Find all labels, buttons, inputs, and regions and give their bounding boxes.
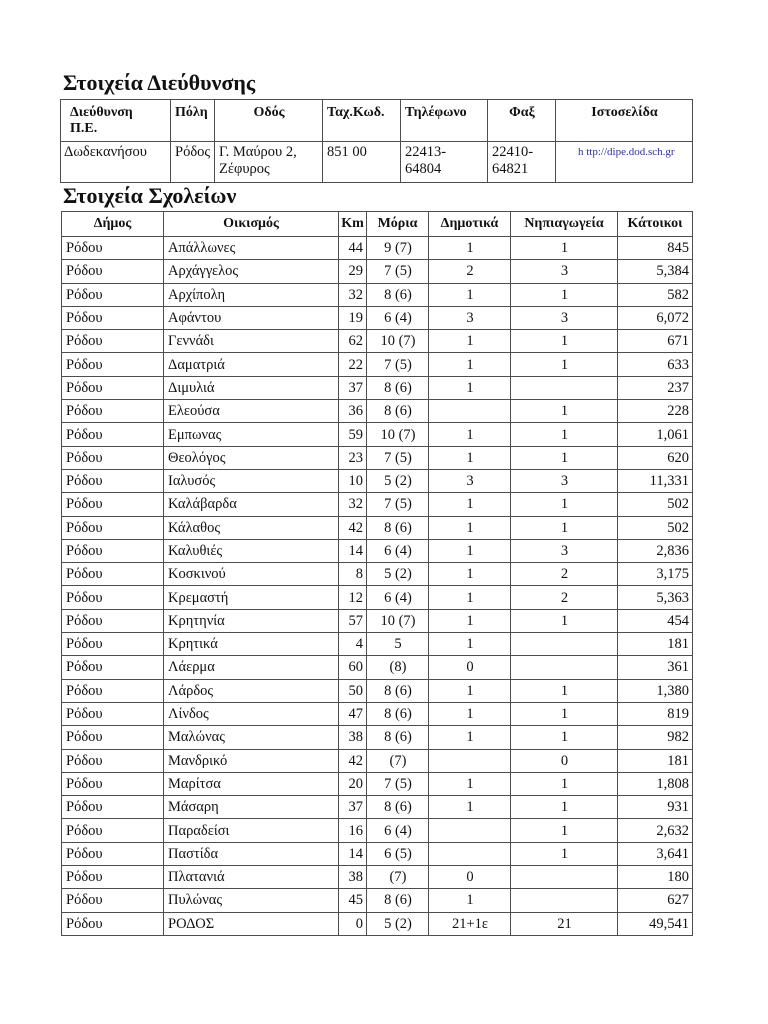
residents-cell: 982 (618, 726, 693, 749)
residents-cell: 582 (618, 283, 693, 306)
settlement-cell: Καλάβαρδα (164, 493, 339, 516)
points-cell: 8 (6) (367, 702, 429, 725)
kindergartens-cell: 1 (511, 353, 618, 376)
city-cell: Ρόδος (171, 142, 215, 183)
points-cell: (8) (367, 656, 429, 679)
primary-schools-cell: 1 (429, 283, 511, 306)
primary-schools-cell: 1 (429, 726, 511, 749)
points-cell: 8 (6) (367, 796, 429, 819)
table-row (62, 772, 693, 795)
primary-schools-cell: 1 (429, 330, 511, 353)
points-cell: 8 (6) (367, 516, 429, 539)
kindergartens-cell: 0 (511, 749, 618, 772)
municipality-cell: Ρόδου (62, 260, 164, 283)
km-cell: 20 (339, 772, 367, 795)
settlement-cell: Μαρίτσα (164, 772, 339, 795)
table-row (62, 726, 693, 749)
km-cell: 4 (339, 633, 367, 656)
settlement-cell: Κοσκινού (164, 563, 339, 586)
settlement-cell: ΡΟΔΟΣ (164, 912, 339, 935)
kindergartens-cell: 3 (511, 539, 618, 562)
municipality-cell: Ρόδου (62, 633, 164, 656)
points-cell: 5 (2) (367, 469, 429, 492)
table-row (62, 423, 693, 446)
municipality-cell: Ρόδου (62, 563, 164, 586)
primary-schools-cell: 1 (429, 772, 511, 795)
table-row (62, 586, 693, 609)
kindergartens-cell (511, 633, 618, 656)
points-cell: 10 (7) (367, 423, 429, 446)
residents-cell: 1,061 (618, 423, 693, 446)
residents-cell: 228 (618, 400, 693, 423)
residents-cell: 361 (618, 656, 693, 679)
settlement-cell: Λάερμα (164, 656, 339, 679)
settlement-cell: Γεννάδι (164, 330, 339, 353)
municipality-cell: Ρόδου (62, 353, 164, 376)
primary-schools-cell: 1 (429, 679, 511, 702)
km-cell: 32 (339, 283, 367, 306)
residents-cell: 237 (618, 376, 693, 399)
table-row (62, 842, 693, 865)
kindergartens-cell: 2 (511, 563, 618, 586)
municipality-cell: Ρόδου (62, 726, 164, 749)
schools-table (61, 211, 693, 936)
table-row (62, 330, 693, 353)
schools-section-title: Στοιχεία Σχολείων (63, 183, 237, 208)
primary-schools-cell: 1 (429, 586, 511, 609)
primary-schools-cell: 21+1ε (429, 912, 511, 935)
phone-cell (401, 142, 488, 183)
km-cell: 50 (339, 679, 367, 702)
points-cell: 10 (7) (367, 330, 429, 353)
table-row (62, 493, 693, 516)
points-cell: 6 (4) (367, 539, 429, 562)
kindergartens-cell: 21 (511, 912, 618, 935)
kindergartens-cell (511, 889, 618, 912)
table-row (62, 633, 693, 656)
schools-table-body (62, 237, 693, 936)
website-link[interactable]: h ttp://dipe.dod.sch.gr (578, 146, 675, 158)
settlement-cell: Μάσαρη (164, 796, 339, 819)
column-header-directorate: Διεύθυνση Π.Ε. (61, 100, 171, 142)
residents-cell: 3,641 (618, 842, 693, 865)
address-table (60, 99, 693, 183)
table-row (62, 539, 693, 562)
km-cell: 10 (339, 469, 367, 492)
km-cell: 0 (339, 912, 367, 935)
municipality-cell: Ρόδου (62, 889, 164, 912)
points-cell: 7 (5) (367, 260, 429, 283)
points-cell: 6 (5) (367, 842, 429, 865)
table-row (62, 306, 693, 329)
primary-schools-cell: 1 (429, 796, 511, 819)
table-row (62, 376, 693, 399)
phone-number: 22413-64804 (405, 144, 447, 177)
points-cell: 6 (4) (367, 306, 429, 329)
column-header-primary-schools: Δημοτικά (429, 212, 511, 237)
primary-schools-cell: 1 (429, 493, 511, 516)
settlement-cell: Πυλώνας (164, 889, 339, 912)
municipality-cell: Ρόδου (62, 702, 164, 725)
km-cell: 57 (339, 609, 367, 632)
column-header-postal-code: Ταχ.Κωδ. (323, 100, 401, 142)
municipality-cell: Ρόδου (62, 283, 164, 306)
municipality-cell: Ρόδου (62, 446, 164, 469)
kindergartens-cell: 1 (511, 493, 618, 516)
residents-cell: 454 (618, 609, 693, 632)
primary-schools-cell: 1 (429, 889, 511, 912)
residents-cell: 1,380 (618, 679, 693, 702)
primary-schools-cell: 1 (429, 353, 511, 376)
km-cell: 38 (339, 726, 367, 749)
fax-number: 22410-64821 (492, 144, 534, 177)
points-cell: 5 (367, 633, 429, 656)
km-cell: 14 (339, 539, 367, 562)
km-cell: 45 (339, 889, 367, 912)
kindergartens-cell (511, 376, 618, 399)
residents-cell: 845 (618, 237, 693, 260)
points-cell: 8 (6) (367, 283, 429, 306)
km-cell: 62 (339, 330, 367, 353)
municipality-cell: Ρόδου (62, 749, 164, 772)
municipality-cell: Ρόδου (62, 400, 164, 423)
residents-cell: 627 (618, 889, 693, 912)
points-cell: 7 (5) (367, 353, 429, 376)
km-cell: 19 (339, 306, 367, 329)
km-cell: 47 (339, 702, 367, 725)
residents-cell: 49,541 (618, 912, 693, 935)
column-header-website: Ιστοσελίδα (556, 100, 693, 142)
points-cell: 8 (6) (367, 400, 429, 423)
primary-schools-cell: 1 (429, 446, 511, 469)
residents-cell: 1,808 (618, 772, 693, 795)
points-cell: 7 (5) (367, 772, 429, 795)
residents-cell: 819 (618, 702, 693, 725)
table-row (62, 819, 693, 842)
points-cell: 10 (7) (367, 609, 429, 632)
residents-cell: 620 (618, 446, 693, 469)
kindergartens-cell: 1 (511, 400, 618, 423)
settlement-cell: Κρεμαστή (164, 586, 339, 609)
primary-schools-cell (429, 819, 511, 842)
points-cell: 6 (4) (367, 819, 429, 842)
kindergartens-cell: 1 (511, 446, 618, 469)
kindergartens-cell: 1 (511, 796, 618, 819)
settlement-cell: Κρητηνία (164, 609, 339, 632)
primary-schools-cell: 1 (429, 376, 511, 399)
primary-schools-cell (429, 749, 511, 772)
kindergartens-cell: 3 (511, 469, 618, 492)
residents-cell: 180 (618, 866, 693, 889)
fax-cell (488, 142, 556, 183)
settlement-cell: Λίνδος (164, 702, 339, 725)
km-cell: 37 (339, 796, 367, 819)
table-row (62, 749, 693, 772)
primary-schools-cell: 1 (429, 516, 511, 539)
km-cell: 42 (339, 749, 367, 772)
residents-cell: 5,384 (618, 260, 693, 283)
points-cell: 9 (7) (367, 237, 429, 260)
directorate-cell: Δωδεκανήσου (61, 142, 171, 183)
municipality-cell: Ρόδου (62, 912, 164, 935)
table-row (62, 609, 693, 632)
column-header-residents: Κάτοικοι (618, 212, 693, 237)
table-row (62, 237, 693, 260)
settlement-cell: Αφάντου (164, 306, 339, 329)
header-row (61, 100, 693, 142)
street-cell: Γ. Μαύρου 2, Ζέφυρος (215, 142, 323, 183)
points-cell: 5 (2) (367, 563, 429, 586)
kindergartens-cell: 1 (511, 609, 618, 632)
column-header-kindergartens: Νηπιαγωγεία (511, 212, 618, 237)
kindergartens-cell: 2 (511, 586, 618, 609)
primary-schools-cell: 1 (429, 237, 511, 260)
residents-cell: 11,331 (618, 469, 693, 492)
points-cell: 7 (5) (367, 446, 429, 469)
settlement-cell: Μαλώνας (164, 726, 339, 749)
municipality-cell: Ρόδου (62, 866, 164, 889)
km-cell: 42 (339, 516, 367, 539)
primary-schools-cell: 3 (429, 469, 511, 492)
residents-cell: 671 (618, 330, 693, 353)
kindergartens-cell: 3 (511, 260, 618, 283)
points-cell: 8 (6) (367, 376, 429, 399)
table-row (62, 679, 693, 702)
settlement-cell: Απάλλωνες (164, 237, 339, 260)
primary-schools-cell: 1 (429, 539, 511, 562)
points-cell: 8 (6) (367, 726, 429, 749)
settlement-cell: Πλατανιά (164, 866, 339, 889)
residents-cell: 2,632 (618, 819, 693, 842)
settlement-cell: Λάρδος (164, 679, 339, 702)
settlement-cell: Παραδείσι (164, 819, 339, 842)
points-cell: 6 (4) (367, 586, 429, 609)
kindergartens-cell: 1 (511, 679, 618, 702)
primary-schools-cell: 1 (429, 702, 511, 725)
primary-schools-cell: 1 (429, 423, 511, 446)
settlement-cell: Ελεούσα (164, 400, 339, 423)
residents-cell: 3,175 (618, 563, 693, 586)
primary-schools-cell (429, 400, 511, 423)
kindergartens-cell: 1 (511, 283, 618, 306)
column-header-municipality: Δήμος (62, 212, 164, 237)
kindergartens-cell (511, 656, 618, 679)
municipality-cell: Ρόδου (62, 819, 164, 842)
residents-cell: 633 (618, 353, 693, 376)
kindergartens-cell: 1 (511, 702, 618, 725)
settlement-cell: Ιαλυσός (164, 469, 339, 492)
table-row (62, 353, 693, 376)
website-cell (556, 142, 693, 183)
kindergartens-cell: 1 (511, 726, 618, 749)
column-header-phone: Τηλέφωνο (401, 100, 488, 142)
settlement-cell: Καλυθιές (164, 539, 339, 562)
table-row (62, 796, 693, 819)
settlement-cell: Αρχίπολη (164, 283, 339, 306)
settlement-cell: Δαματριά (164, 353, 339, 376)
municipality-cell: Ρόδου (62, 539, 164, 562)
residents-cell: 2,836 (618, 539, 693, 562)
primary-schools-cell: 0 (429, 656, 511, 679)
kindergartens-cell: 1 (511, 330, 618, 353)
kindergartens-cell: 1 (511, 819, 618, 842)
points-cell: 7 (5) (367, 493, 429, 516)
municipality-cell: Ρόδου (62, 586, 164, 609)
residents-cell: 5,363 (618, 586, 693, 609)
settlement-cell: Παστίδα (164, 842, 339, 865)
table-row (62, 260, 693, 283)
header-row (62, 212, 693, 237)
table-row (62, 516, 693, 539)
km-cell: 44 (339, 237, 367, 260)
municipality-cell: Ρόδου (62, 423, 164, 446)
table-row (61, 142, 693, 183)
points-cell: 8 (6) (367, 679, 429, 702)
km-cell: 37 (339, 376, 367, 399)
km-cell: 60 (339, 656, 367, 679)
km-cell: 59 (339, 423, 367, 446)
km-cell: 14 (339, 842, 367, 865)
kindergartens-cell (511, 866, 618, 889)
column-header-city: Πόλη (171, 100, 215, 142)
residents-cell: 181 (618, 749, 693, 772)
table-row (62, 446, 693, 469)
km-cell: 32 (339, 493, 367, 516)
primary-schools-cell: 1 (429, 609, 511, 632)
municipality-cell: Ρόδου (62, 330, 164, 353)
postal-code-cell: 851 00 (323, 142, 401, 183)
residents-cell: 502 (618, 516, 693, 539)
km-cell: 36 (339, 400, 367, 423)
municipality-cell: Ρόδου (62, 772, 164, 795)
municipality-cell: Ρόδου (62, 306, 164, 329)
primary-schools-cell: 2 (429, 260, 511, 283)
residents-cell: 6,072 (618, 306, 693, 329)
municipality-cell: Ρόδου (62, 237, 164, 260)
table-row (62, 563, 693, 586)
km-cell: 8 (339, 563, 367, 586)
primary-schools-cell: 3 (429, 306, 511, 329)
settlement-cell: Μανδρικό (164, 749, 339, 772)
column-header-points: Μόρια (367, 212, 429, 237)
municipality-cell: Ρόδου (62, 609, 164, 632)
column-header-street: Οδός (215, 100, 323, 142)
table-row (62, 400, 693, 423)
municipality-cell: Ρόδου (62, 376, 164, 399)
table-row (62, 469, 693, 492)
table-row (62, 656, 693, 679)
table-row (62, 912, 693, 935)
residents-cell: 181 (618, 633, 693, 656)
municipality-cell: Ρόδου (62, 516, 164, 539)
table-row (62, 866, 693, 889)
address-section-title: Στοιχεία Διεύθυνσης (63, 70, 256, 95)
primary-schools-cell: 1 (429, 633, 511, 656)
settlement-cell: Κάλαθος (164, 516, 339, 539)
kindergartens-cell: 1 (511, 772, 618, 795)
settlement-cell: Κρητικά (164, 633, 339, 656)
residents-cell: 502 (618, 493, 693, 516)
residents-cell: 931 (618, 796, 693, 819)
points-cell: (7) (367, 866, 429, 889)
municipality-cell: Ρόδου (62, 656, 164, 679)
table-row (62, 283, 693, 306)
kindergartens-cell: 1 (511, 842, 618, 865)
kindergartens-cell: 1 (511, 423, 618, 446)
kindergartens-cell: 1 (511, 516, 618, 539)
settlement-cell: Διμυλιά (164, 376, 339, 399)
municipality-cell: Ρόδου (62, 796, 164, 819)
municipality-cell: Ρόδου (62, 679, 164, 702)
municipality-cell: Ρόδου (62, 469, 164, 492)
kindergartens-cell: 3 (511, 306, 618, 329)
municipality-cell: Ρόδου (62, 842, 164, 865)
municipality-cell: Ρόδου (62, 493, 164, 516)
settlement-cell: Θεολόγος (164, 446, 339, 469)
km-cell: 23 (339, 446, 367, 469)
km-cell: 16 (339, 819, 367, 842)
table-row (62, 702, 693, 725)
km-cell: 22 (339, 353, 367, 376)
column-header-settlement: Οικισμός (164, 212, 339, 237)
primary-schools-cell: 1 (429, 563, 511, 586)
km-cell: 29 (339, 260, 367, 283)
settlement-cell: Αρχάγγελος (164, 260, 339, 283)
points-cell: (7) (367, 749, 429, 772)
points-cell: 5 (2) (367, 912, 429, 935)
table-row (62, 889, 693, 912)
km-cell: 38 (339, 866, 367, 889)
primary-schools-cell (429, 842, 511, 865)
column-header-km: Km (339, 212, 367, 237)
column-header-fax: Φαξ (488, 100, 556, 142)
primary-schools-cell: 0 (429, 866, 511, 889)
kindergartens-cell: 1 (511, 237, 618, 260)
settlement-cell: Εμπωνας (164, 423, 339, 446)
points-cell: 8 (6) (367, 889, 429, 912)
km-cell: 12 (339, 586, 367, 609)
